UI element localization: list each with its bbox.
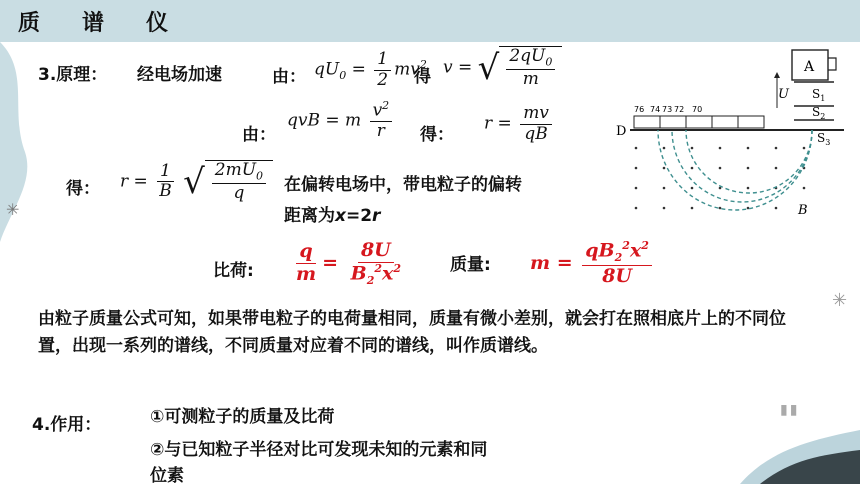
fraction: $\frac{v^2}{r}$ <box>370 100 393 142</box>
bottom-right-decoration <box>700 370 860 484</box>
de-label: 得 <box>414 67 431 87</box>
eq-term: qU <box>314 59 340 80</box>
mass-label: 质量: <box>450 255 491 275</box>
frac-den: r <box>376 121 385 142</box>
scale-label: 70 <box>692 105 703 114</box>
snowflake-icon: ✳ <box>832 290 848 311</box>
fraction <box>520 104 552 144</box>
scale-label: 74 <box>650 105 661 114</box>
frac-den: qB <box>524 123 548 144</box>
text-part: r <box>372 206 381 226</box>
use-item-1: ①可测粒子的质量及比荷 <box>150 407 335 427</box>
frac-den: m <box>296 263 317 286</box>
you-label: 由： <box>242 125 276 145</box>
eq-term: m = <box>530 251 573 274</box>
frac-den: 2 <box>377 69 389 90</box>
fraction <box>293 241 319 286</box>
ratio-label: 比荷: <box>213 261 254 281</box>
frac-den: m <box>522 69 539 90</box>
fraction: $\frac{2qU_0}{m}$ <box>506 47 555 90</box>
eq-term: r = <box>120 171 148 192</box>
eq-term: v <box>443 57 453 78</box>
eq-term: r = <box>484 113 512 134</box>
frac-den: q <box>233 183 245 204</box>
frac-num: 1 <box>374 50 391 71</box>
text-part: 距离为 <box>284 206 335 226</box>
frac-num: 8U <box>358 240 394 263</box>
frac-num: mv <box>520 104 552 125</box>
frac-num: x <box>629 239 642 262</box>
explanation-paragraph: 由粒子质量公式可知，如果带电粒子的电荷量相同，质量有微小差别，就会打在照相底片上的不同位置，出现一系列的谱线，不同质量对应着不同的谱线，叫作质谱线。 <box>38 309 786 356</box>
deflect-text-line1: 在偏转电场中，带电粒子的偏转 <box>284 175 522 195</box>
fraction <box>374 50 391 90</box>
mass-formula <box>530 240 655 288</box>
frac-den: B <box>159 181 172 202</box>
eq-term: mv <box>394 59 420 80</box>
fraction: $\frac{qB_2^2x^2}{8U}$ <box>582 240 652 288</box>
snowflake-icon: ✳ <box>6 200 20 219</box>
label-u: U <box>778 87 789 102</box>
radius-voltage-equation <box>120 160 273 204</box>
principle-heading: 3.原理： <box>38 65 108 85</box>
title-char: 谱 <box>82 11 107 36</box>
frac-den: 8U <box>602 264 632 287</box>
use-heading: 4.作用： <box>32 415 102 435</box>
frac-num: q <box>296 241 315 264</box>
frac-den: B <box>350 262 367 285</box>
use-item-2-line2: 位素 <box>150 466 184 486</box>
frac-num: 2mU <box>214 160 257 180</box>
charge-mass-formula: $\frac{q}{m}$ = $\frac{8U}{B_2^2x^2}$ <box>290 240 407 288</box>
label-b: B <box>798 203 808 218</box>
fraction: $\frac{8U}{B_2^2x^2}$ <box>350 239 402 287</box>
accel-label: 经电场加速 <box>137 65 222 85</box>
scale-label: 72 <box>674 105 685 114</box>
title-char: 仪 <box>146 11 171 36</box>
mass-spectrometer-diagram <box>612 44 852 224</box>
energy-equation: $qU_0$ = $\frac{1}{2}$ $mv^2$ <box>314 49 427 90</box>
de-label: 得： <box>66 179 100 199</box>
title-char: 质 <box>18 11 43 36</box>
text-part: =2 <box>345 206 373 226</box>
page-title <box>18 6 210 37</box>
fraction: $\frac{2mU_0}{q}$ <box>212 161 266 204</box>
text-part: x <box>335 206 346 226</box>
ion-trajectories <box>658 130 812 210</box>
frac-num: qB <box>585 239 615 262</box>
label-s1: $S_1$ <box>812 87 826 103</box>
label-d: D <box>616 124 627 139</box>
you-label: 由： <box>272 67 306 87</box>
frac-num: 2qU <box>509 46 546 66</box>
scale-labels <box>634 105 702 114</box>
radius-equation <box>484 104 555 144</box>
pause-icon: ▮▮ <box>780 402 800 418</box>
frac-den: x <box>382 262 394 285</box>
deflect-text-line2 <box>284 201 380 226</box>
use-item-2-line1: ②与已知粒子半径对比可发现未知的元素和同 <box>150 440 488 460</box>
label-s3: $S_3$ <box>817 131 831 147</box>
frac-num: 1 <box>157 162 174 183</box>
frac-num: v <box>372 100 383 121</box>
fraction <box>156 162 175 202</box>
sqrt: √ $\frac{2qU_0}{m}$ <box>478 46 563 90</box>
label-a: A <box>804 59 815 75</box>
sqrt: √ $\frac{2mU_0}{q}$ <box>183 160 273 204</box>
velocity-equation: v = √ $\frac{2qU_0}{m}$ <box>443 46 562 90</box>
scale-label: 76 <box>634 105 645 114</box>
de-label: 得： <box>420 125 454 145</box>
scale-label: 73 <box>662 105 673 114</box>
label-s2: $S_2$ <box>812 105 826 121</box>
lorentz-equation <box>287 100 395 142</box>
eq-term: qvB = m <box>287 110 362 131</box>
